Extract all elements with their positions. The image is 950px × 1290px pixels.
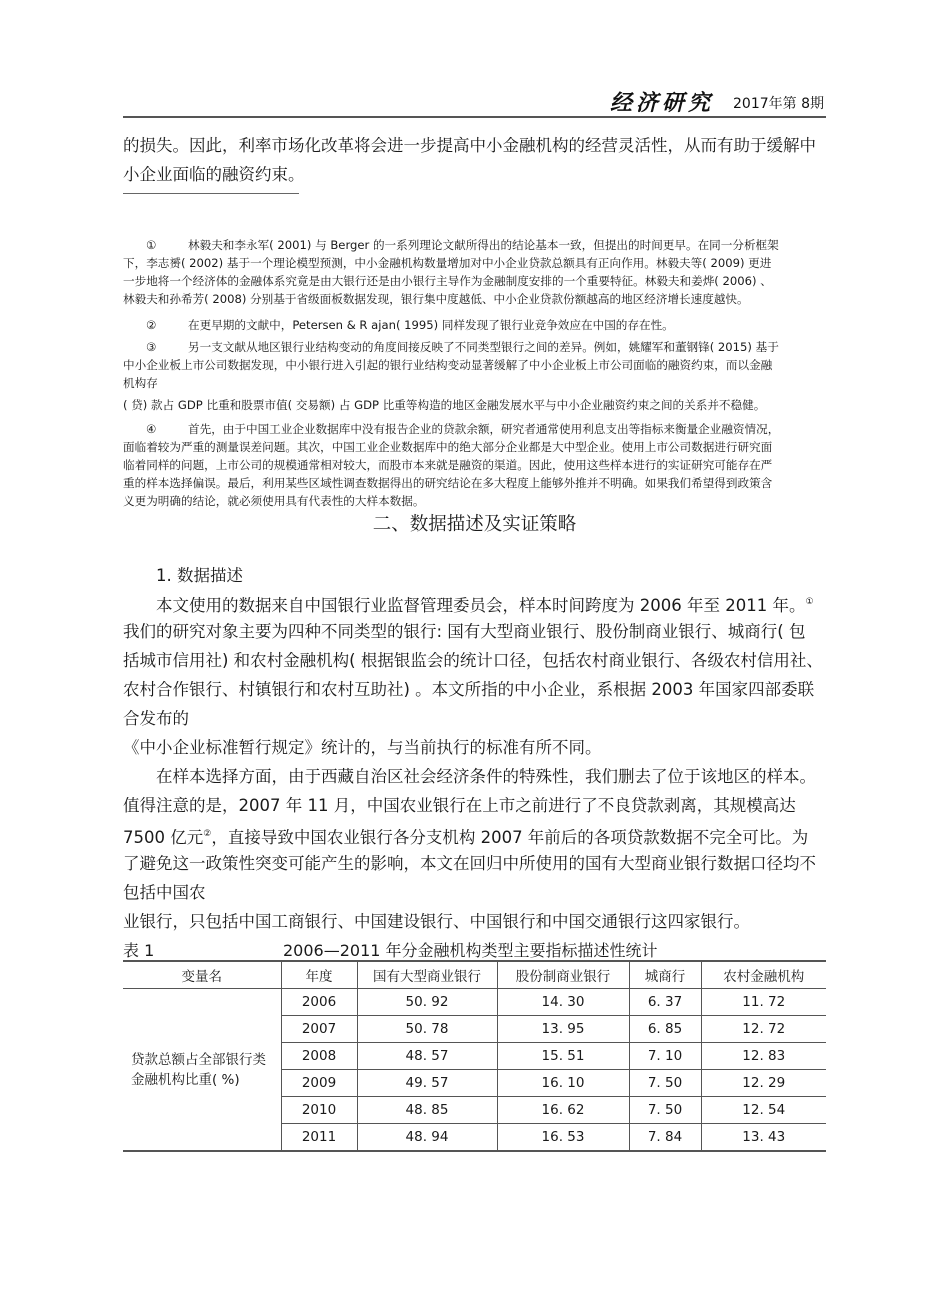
- text-line: 的损失。因此，利率市场化改革将会进一步提高中小金融机构的经营灵活性，从而有助于缓解中: [123, 136, 816, 155]
- table-caption: [123, 938, 826, 960]
- table-cell: 6. 37: [629, 989, 701, 1016]
- table-cell: 12. 29: [701, 1070, 826, 1097]
- text-line: 括城市信用社) 和农村金融机构( 根据银监会的统计口径，包括农村商业银行、各级农村信用社、: [123, 651, 823, 670]
- text-line: 业银行，只包括中国工商银行、中国建设银行、中国银行和中国交通银行这四家银行。: [123, 912, 750, 931]
- footnote-marker: ②: [146, 318, 157, 332]
- footnote-ref: ②: [203, 829, 212, 839]
- issue-number: 2017年第 8期: [733, 96, 824, 112]
- text-line: 我们的研究对象主要为四种不同类型的银行: 国有大型商业银行、股份制商业银行、城商行( 包: [123, 622, 806, 641]
- text-line: 小企业面临的融资约束。: [123, 165, 305, 184]
- table-cell: 16. 10: [497, 1070, 629, 1097]
- text-line: 首先，由于中国工业企业数据库中没有报告企业的贷款余额，研究者通常使用利息支出等指标来衡量企业融资情况，: [188, 422, 780, 436]
- footnote-ref: ①: [805, 597, 814, 607]
- table-cell: 7. 50: [629, 1070, 701, 1097]
- text-line: 中小企业板上市公司数据发现，中小银行进入引起的银行业结构变动显著缓解了中小企业板上市公司面临的融资约束，而以金融: [123, 358, 773, 372]
- column-header: 变量名: [123, 961, 281, 989]
- text-line: 7500 亿元: [123, 828, 204, 847]
- text-line: 包括中国农: [123, 883, 206, 902]
- text-line: ( 贷) 款占 GDP 比重和股票市值( 交易额) 占 GDP 比重等构造的地区金融发展水平与中小企业融资约束之间的关系并不稳健。: [123, 398, 766, 412]
- footnote-marker: ①: [146, 238, 157, 252]
- table-cell: 48. 94: [357, 1124, 497, 1152]
- text-line: 重的样本选择偏误。最后，利用某些区域性调查数据得出的研究结论在多大程度上能够外推并不明确。如果我们希望得到政策含: [123, 476, 773, 490]
- column-header: 股份制商业银行: [497, 961, 629, 989]
- table-row: [123, 989, 826, 1016]
- footnote-3: [123, 338, 833, 414]
- text-line: 《中小企业标准暂行规定》统计的，与当前执行的标准有所不同。: [123, 738, 602, 757]
- table-cell: 14. 30: [497, 989, 629, 1016]
- table-cell: 12. 72: [701, 1016, 826, 1043]
- running-head: [123, 84, 826, 118]
- text-line: 合发布的: [123, 709, 189, 728]
- table-cell: 11. 72: [701, 989, 826, 1016]
- table-number: 表 1: [123, 941, 155, 960]
- table-header-row: [123, 961, 826, 989]
- table-cell: 2008: [281, 1043, 357, 1070]
- table-cell: 6. 85: [629, 1016, 701, 1043]
- column-header: 国有大型商业银行: [357, 961, 497, 989]
- table-cell: 12. 54: [701, 1097, 826, 1124]
- table-cell: 2007: [281, 1016, 357, 1043]
- text-line: ，直接导致中国农业银行各分支机构 2007 年前后的各项贷款数据不完全可比。为: [211, 828, 809, 847]
- text-line: 一步地将一个经济体的金融体系究竟是由大银行还是由小银行主导作为金融制度安排的一个重要特征。林毅夫和姜烨( 2006) 、: [123, 274, 772, 288]
- footnote-marker: ③: [146, 340, 157, 354]
- footnote-4: [123, 420, 833, 510]
- table-cell: 2011: [281, 1124, 357, 1152]
- text-line: 面临着较为严重的测量误差问题。其次，中国工业企业数据库中的绝大部分企业都是大中型企业。使用上市公司数据进行研究面: [123, 440, 773, 454]
- table-cell: 49. 57: [357, 1070, 497, 1097]
- body-paragraph-2: [123, 762, 833, 936]
- variable-name: 贷款总额占全部银行类: [131, 1051, 266, 1068]
- column-header: 城商行: [629, 961, 701, 989]
- text-line: 本文使用的数据来自中国银行业监督管理委员会，样本时间跨度为 2006 年至 2011 年。: [156, 596, 806, 615]
- table-cell: 7. 84: [629, 1124, 701, 1152]
- table-cell: 48. 57: [357, 1043, 497, 1070]
- text-line: 林毅夫和李永军( 2001) 与 Berger 的一系列理论文献所得出的结论基本一致，但提出的时间更早。在同一分析框架: [188, 238, 779, 252]
- text-line: 在样本选择方面，由于西藏自治区社会经济条件的特殊性，我们删去了位于该地区的样本。: [156, 767, 816, 786]
- table-cell: 13. 43: [701, 1124, 826, 1152]
- table-cell: 2010: [281, 1097, 357, 1124]
- table-cell: 50. 92: [357, 989, 497, 1016]
- table-cell: 50. 78: [357, 1016, 497, 1043]
- text-line: 农村合作银行、村镇银行和农村互助社) 。本文所指的中小企业，系根据 2003 年国家四部委联: [123, 680, 815, 699]
- footnote-marker: ④: [146, 422, 157, 436]
- table-cell: 15. 51: [497, 1043, 629, 1070]
- table-cell: 7. 50: [629, 1097, 701, 1124]
- footnote-separator: [123, 193, 299, 194]
- text-line: 了避免这一政策性突变可能产生的影响，本文在回归中所使用的国有大型商业银行数据口径均不: [123, 854, 816, 873]
- journal-logo: 经济研究: [610, 90, 715, 116]
- table-cell: 2009: [281, 1070, 357, 1097]
- variable-name-cell: [123, 989, 281, 1152]
- text-line: 义更为明确的结论，就必须使用具有代表性的大样本数据。: [123, 494, 425, 508]
- table-title: 2006—2011 年分金融机构类型主要指标描述性统计: [283, 941, 658, 960]
- subsection-title: 1. 数据描述: [156, 566, 243, 585]
- text-line: 另一支文献从地区银行业结构变动的角度间接反映了不同类型银行之间的差异。例如，姚耀军和董钢锋( 2015) 基于: [188, 340, 779, 354]
- text-line: 在更早期的文献中，Petersen & R ajan( 1995) 同样发现了银行业竞争效应在中国的存在性。: [188, 318, 674, 332]
- footnote-1: [123, 236, 833, 308]
- table-cell: 2006: [281, 989, 357, 1016]
- text-line: 机构存: [123, 376, 158, 390]
- table-cell: 13. 95: [497, 1016, 629, 1043]
- body-paragraph-1: [123, 588, 833, 762]
- table-cell: 12. 83: [701, 1043, 826, 1070]
- intro-paragraph: [123, 131, 833, 189]
- variable-name: 金融机构比重( %): [131, 1071, 240, 1088]
- section-title: 二、数据描述及实证策略: [372, 514, 577, 535]
- text-line: 值得注意的是，2007 年 11 月，中国农业银行在上市之前进行了不良贷款剥离，其规模高达: [123, 796, 796, 815]
- footnote-2: [123, 316, 833, 334]
- text-line: 下，李志赟( 2002) 基于一个理论模型预测，中小金融机构数量增加对中小企业贷款总额具有正向作用。林毅夫等( 2009) 更进: [123, 256, 772, 270]
- text-line: 临着同样的问题，上市公司的规模通常相对较大，而股市本来就是融资的渠道。因此，使用这些样本进行的实证研究可能存在严: [123, 458, 773, 472]
- column-header: 农村金融机构: [701, 961, 826, 989]
- table-cell: 16. 62: [497, 1097, 629, 1124]
- table-cell: 48. 85: [357, 1097, 497, 1124]
- table-cell: 7. 10: [629, 1043, 701, 1070]
- column-header: 年度: [281, 961, 357, 989]
- table-cell: 16. 53: [497, 1124, 629, 1152]
- statistics-table: [123, 960, 826, 1152]
- text-line: 林毅夫和孙希芳( 2008) 分别基于省级面板数据发现，银行集中度越低、中小企业贷款份额越高的地区经济增长速度越快。: [123, 292, 749, 306]
